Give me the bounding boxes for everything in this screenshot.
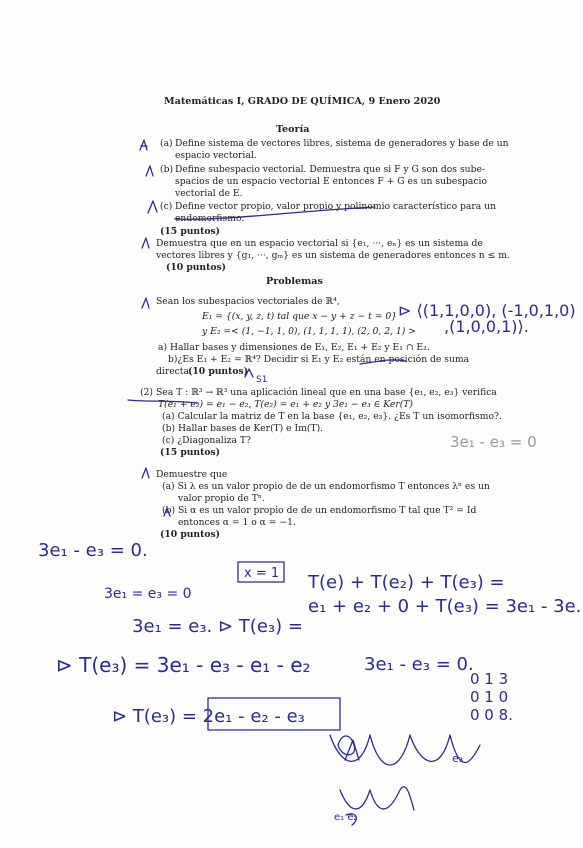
hw-bottom-labels: e₁ e₂ (334, 812, 358, 823)
p3-b-line1: (b) Si α es un valor propio de de un endomorfismo T tal que T² = Id (162, 505, 477, 516)
teoria-b-line3: vectorial de E. (175, 188, 243, 199)
margin-s1: S1 (256, 375, 268, 385)
check-mark-c-icon (148, 201, 157, 213)
hw-line1: 3e₁ - e₃ = 0. (38, 540, 148, 561)
pencil-note: 3e₁ - e₃ = 0 (450, 433, 537, 451)
hw-matrix-row2: 0 1 0 (470, 688, 509, 706)
p2-a: (a) Calcular la matriz de T en la base {e₁, e₂, e₃}. ¿Es T un isomorfismo?. (162, 411, 502, 422)
hw-line5: 3e₁ = e₃. ⊳ T(e₃) = (132, 616, 303, 637)
teoria-c-line1: Define vector propio, valor propio y polinomio característico para un (175, 201, 497, 212)
margin-vector-line1: ⊳ ⟨(1,1,0,0), (-1,0,1,0) (398, 301, 576, 320)
hw-line4: e₁ + e₂ + 0 + T(e₃) = 3e₁ - 3e. (308, 596, 582, 617)
teoria-c-label: (c) (160, 201, 173, 212)
underline-suma (360, 360, 406, 364)
teoria-a-label: (a) (160, 138, 173, 149)
p3-a-line1: (a) Si λ es un valor propio de de un endomorfismo T entonces λⁿ es un (162, 481, 490, 492)
margin-vector-line2: ,(1,0,0,1)⟩. (444, 317, 529, 336)
check-mark-q2-icon (142, 238, 149, 248)
check-mark-p3b-icon (164, 508, 170, 516)
p2-number: (2) (140, 387, 154, 398)
hw-box-text: x = 1 (244, 566, 280, 581)
p1-intro: Sean los subespacios vectoriales de ℝ⁴, (156, 296, 340, 307)
p3-points: (10 puntos) (160, 529, 221, 540)
p1-e1: E₁ = {(x, y, z, t) tal que x − y + z − t = 0} (202, 311, 398, 322)
hw-line2: 3e₁ = e₃ = 0 (104, 586, 192, 602)
hw-matrix-row1: 0 1 3 (470, 670, 509, 688)
p2-b: (b) Hallar bases de Ker(T) e Im(T). (162, 423, 324, 434)
p2-condition: T(e₁ + e₂) = e₁ − e₂, T(e₂) = e₁ + e₂ y 3e₁ − e₃ ∈ Ker(T) (158, 399, 414, 410)
teoria-q2-line1: Demuestra que en un espacio vectorial si {e₁, ···, eₙ} es un sistema de (156, 238, 483, 249)
p1-a: a) Hallar bases y dimensiones de E₁, E₂, E₁ + E₂ y E₁ ∩ E₂. (158, 342, 430, 353)
check-mark-p3-icon (142, 468, 149, 478)
arrow-s1-icon (245, 369, 253, 377)
teoria-a-line1: Define sistema de vectores libres, sistema de generadores y base de un (175, 138, 509, 149)
p3-b-line2: entonces α = 1 o α = −1. (178, 517, 296, 528)
exam-title: Matemáticas I, GRADO DE QUÍMICA, 9 Enero 2020 (164, 96, 441, 107)
p1-e2: y E₂ =< (1, −1, 1, 0), (1, 1, 1, 1), (2, 0, 2, 1) > (202, 326, 416, 337)
hw-line3: T(e) + T(e₂) + T(e₃) = (308, 572, 505, 593)
teoria-b-line1: Define subespacio vectorial. Demuestra que si F y G son dos sube- (175, 164, 485, 175)
check-mark-a-icon (140, 140, 147, 150)
teoria-q2-line2: vectores libres y {g₁, ···, gₘ} es un sistema de generadores entonces n ≤ m. (156, 250, 510, 261)
p2-intro: Sea T : ℝ³ → ℝ³ una aplicación lineal que en una base {e₁, e₂, e₃} verifica (156, 387, 497, 398)
check-mark-p1-icon (142, 298, 149, 308)
problemas-heading: Problemas (266, 276, 323, 287)
hw-line7: 3e₁ - e₃ = 0. (364, 654, 474, 675)
teoria-points-1: (15 puntos) (160, 226, 221, 237)
p1-b2: directa. (156, 366, 192, 377)
p1-points: (10 puntos) (188, 366, 249, 377)
underline-c (175, 207, 375, 219)
teoria-b-line2: spacios de un espacio vectorial E entonces F + G es un subespacio (175, 176, 488, 187)
hw-e3: e₃ (452, 752, 464, 765)
p3-intro: Demuestre que (156, 469, 228, 480)
teoria-c-line2: endomorfismo. (175, 213, 245, 224)
teoria-a-line2: espacio vectorial. (175, 150, 257, 161)
p1-b: b)¿Es E₁ + E₂ = ℝ⁴? Decidir si E₁ y E₂ están en posición de suma (168, 354, 470, 365)
teoria-b-label: (b) (160, 164, 174, 175)
hw-line6: ⊳ T(e₃) = 3e₁ - e₃ - e₁ - e₂ (56, 653, 311, 677)
teoria-points-2: (10 puntos) (166, 262, 227, 273)
p2-points: (15 puntos) (160, 447, 221, 458)
teoria-heading: Teoría (276, 124, 310, 135)
underline-p2 (128, 400, 198, 403)
p3-a-line2: valor propio de Tⁿ. (178, 493, 265, 504)
check-mark-b-icon (146, 166, 153, 176)
hw-matrix-row3: 0 0 8. (470, 706, 513, 724)
p2-c: (c) ¿Diagonaliza T? (162, 435, 251, 446)
hw-line8: ⊳ T(e₃) = 2e₁ - e₂ - e₃ (112, 706, 305, 727)
